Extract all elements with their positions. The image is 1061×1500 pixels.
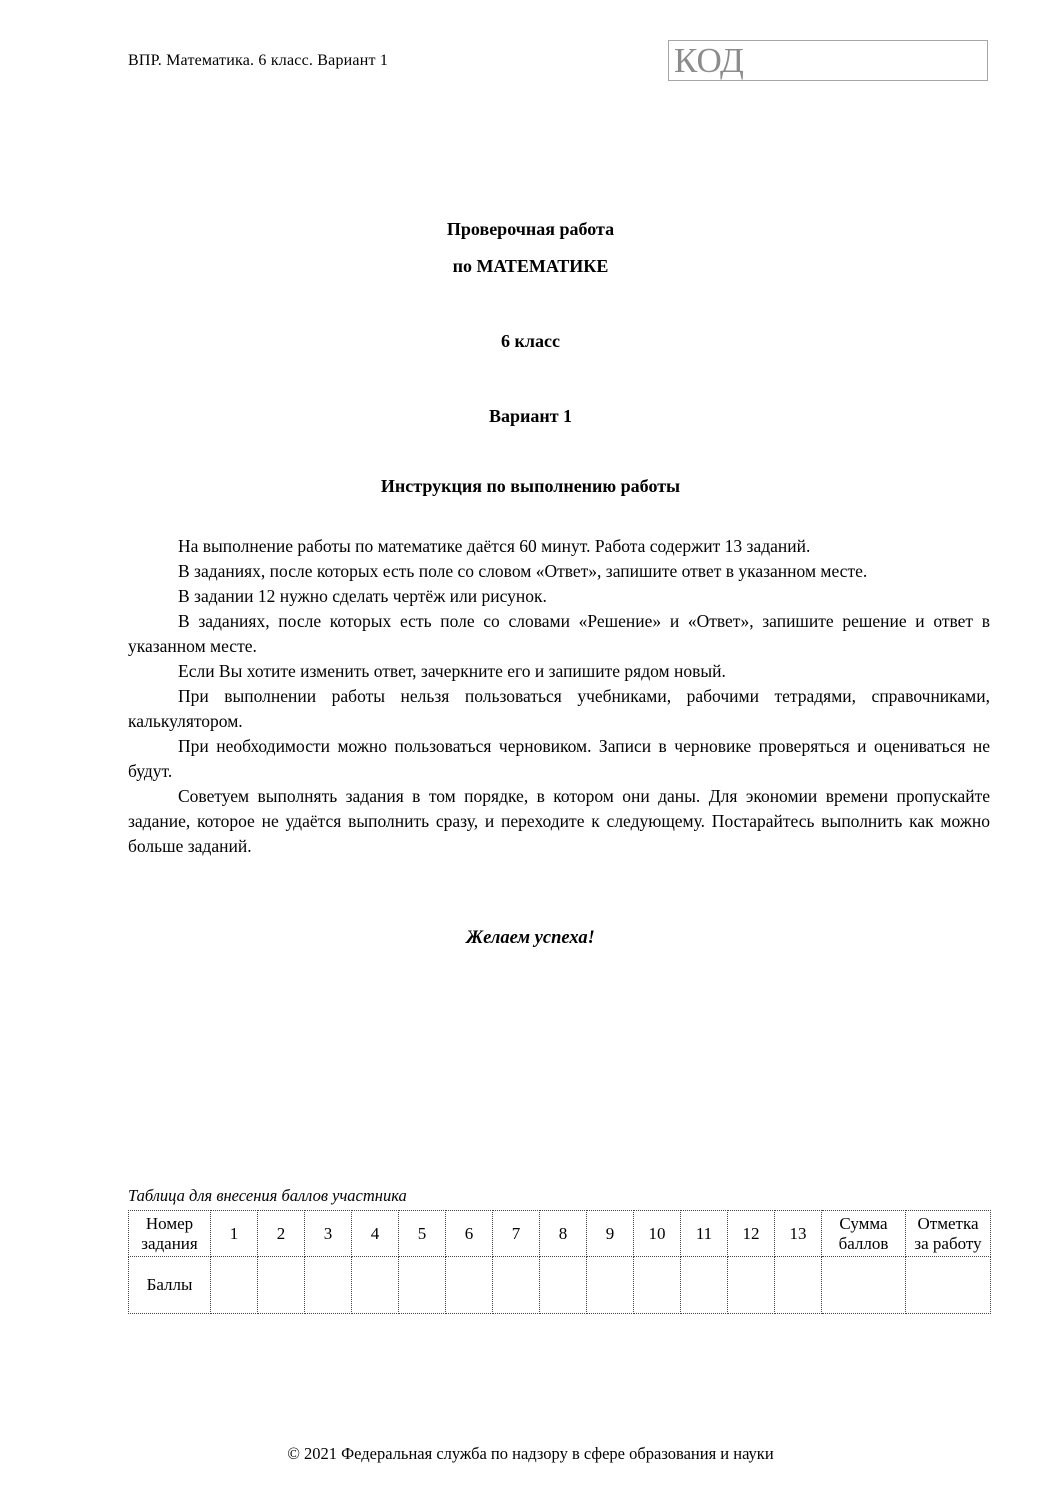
points-cell	[587, 1257, 634, 1314]
code-box-label: КОД	[674, 41, 744, 80]
points-cell	[399, 1257, 446, 1314]
points-cell	[728, 1257, 775, 1314]
title-subject: по МАТЕМАТИКЕ	[452, 256, 609, 276]
points-cell	[305, 1257, 352, 1314]
instruction-paragraph: В заданиях, после которых есть поле со словом «Ответ», запишите ответ в указанном месте.	[178, 561, 868, 581]
sum-of-points-cell	[822, 1257, 906, 1314]
title-variant: Вариант 1	[488, 406, 573, 426]
document-header-label: ВПР. Математика. 6 класс. Вариант 1	[128, 52, 389, 69]
instruction-paragraph: На выполнение работы по математике даётся 60 минут. Работа содержит 13 заданий.	[178, 536, 811, 556]
instruction-paragraph: Советуем выполнять задания в том порядке, в котором они даны. Для экономии времени пропускайте задание, которое не удаётся выполнить сразу, и переходите к следующему. Постарайтесь выполнить как можно больше заданий.	[128, 786, 990, 856]
points-cell	[446, 1257, 493, 1314]
task-number-header-cell: 9	[587, 1211, 634, 1257]
task-number-header-cell: 8	[540, 1211, 587, 1257]
points-cell	[634, 1257, 681, 1314]
score-table	[128, 1210, 991, 1314]
instruction-paragraph: При выполнении работы нельзя пользоваться учебниками, рабочими тетрадями, справочниками, калькулятором.	[128, 686, 990, 731]
points-cell	[352, 1257, 399, 1314]
points-cell	[493, 1257, 540, 1314]
task-number-header-cell: 13	[775, 1211, 822, 1257]
task-number-header-cell: 5	[399, 1211, 446, 1257]
task-number-header-cell: 3	[305, 1211, 352, 1257]
work-mark-header-cell: Отметка за работу	[906, 1211, 991, 1257]
copyright-footer: © 2021 Федеральная служба по надзору в сфере образования и науки	[287, 1444, 774, 1463]
task-number-header-cell: 6	[446, 1211, 493, 1257]
work-mark-cell	[906, 1257, 991, 1314]
score-table-caption: Таблица для внесения баллов участника	[128, 1186, 407, 1205]
instructions-body	[128, 534, 990, 859]
instruction-paragraph: Если Вы хотите изменить ответ, зачеркните его и запишите рядом новый.	[178, 661, 726, 681]
points-cell	[775, 1257, 822, 1314]
task-number-header-cell: 10	[634, 1211, 681, 1257]
task-number-header-cell: 11	[681, 1211, 728, 1257]
sum-of-points-header-cell: Сумма баллов	[822, 1211, 906, 1257]
points-cell	[258, 1257, 305, 1314]
task-number-header-cell: 7	[493, 1211, 540, 1257]
score-table-header-row	[129, 1211, 991, 1257]
instruction-paragraph: В задании 12 нужно сделать чертёж или рисунок.	[178, 586, 547, 606]
points-row-label-cell: Баллы	[129, 1257, 211, 1314]
points-cell	[681, 1257, 728, 1314]
instructions-heading: Инструкция по выполнению работы	[380, 476, 681, 496]
points-cell	[540, 1257, 587, 1314]
task-number-header-cell: 12	[728, 1211, 775, 1257]
code-entry-box	[668, 40, 988, 81]
good-luck-message: Желаем успеха!	[466, 928, 595, 948]
instruction-paragraph: В заданиях, после которых есть поле со словами «Решение» и «Ответ», запишите решение и ответ в указанном месте.	[128, 611, 990, 656]
score-table-points-row	[129, 1257, 991, 1314]
task-number-header-cell: 4	[352, 1211, 399, 1257]
instruction-paragraph: При необходимости можно пользоваться черновиком. Записи в черновике проверяться и оцениваться не будут.	[128, 736, 990, 781]
points-cell	[211, 1257, 258, 1314]
task-number-corner-cell: Номер задания	[129, 1211, 211, 1257]
title-grade: 6 класс	[501, 331, 560, 351]
task-number-header-cell: 2	[258, 1211, 305, 1257]
task-number-header-cell: 1	[211, 1211, 258, 1257]
title-work: Проверочная работа	[446, 219, 615, 239]
